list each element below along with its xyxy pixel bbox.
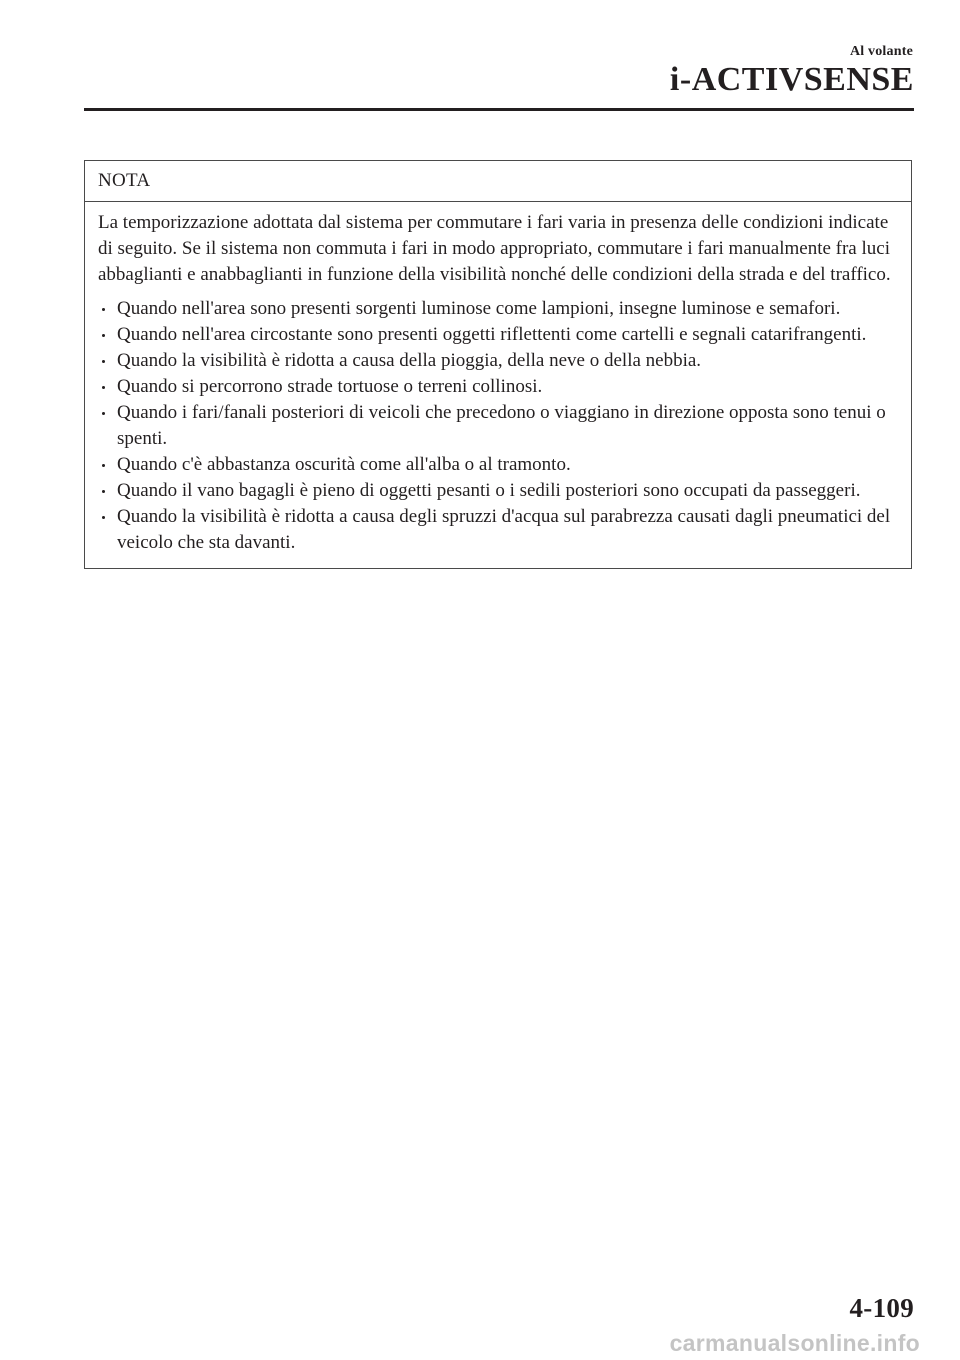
bullet-dot-icon [102, 516, 105, 519]
list-item-text: Quando si percorrono strade tortuose o terreni collinosi. [117, 376, 543, 397]
list-item-text: Quando nell'area circostante sono presenti oggetti riflettenti come cartelli e segnali catarifrangenti. [117, 324, 867, 345]
page-number: 4-109 [849, 1293, 914, 1323]
note-box [84, 160, 912, 569]
list-item [98, 374, 897, 400]
list-item [98, 504, 897, 556]
header-divider [84, 108, 914, 111]
note-title: NOTA [85, 161, 911, 202]
list-item-text: Quando c'è abbastanza oscurità come all'alba o al tramonto. [117, 454, 571, 475]
section-title: Al volante [849, 44, 913, 59]
chapter-title: i-ACTIVSENSE [669, 61, 914, 98]
bullet-dot-icon [102, 412, 105, 415]
list-item-text: Quando la visibilità è ridotta a causa degli spruzzi d'acqua sul parabrezza causati dagli pneumatici del veicolo che sta davanti. [117, 506, 891, 553]
list-item [98, 296, 897, 322]
list-item-text: Quando la visibilità è ridotta a causa della pioggia, della neve o della nebbia. [117, 350, 702, 371]
bullet-dot-icon [102, 464, 105, 467]
bullet-dot-icon [102, 308, 105, 311]
note-body [85, 202, 911, 568]
list-item-text: Quando i fari/fanali posteriori di veicoli che precedono o viaggiano in direzione opposta sono tenui o spenti. [117, 402, 886, 449]
list-item [98, 478, 897, 504]
bullet-dot-icon [102, 334, 105, 337]
note-condition-list [98, 296, 897, 556]
list-item-text: Quando il vano bagagli è pieno di oggetti pesanti o i sedili posteriori sono occupati da passeggeri. [117, 480, 861, 501]
list-item [98, 348, 897, 374]
list-item-text: Quando nell'area sono presenti sorgenti luminose come lampioni, insegne luminose e semafori. [117, 298, 841, 319]
watermark: carmanualsonline.info [669, 1330, 920, 1356]
bullet-dot-icon [102, 360, 105, 363]
list-item [98, 452, 897, 478]
list-item [98, 400, 897, 452]
note-intro-paragraph: La temporizzazione adottata dal sistema per commutare i fari varia in presenza delle condizioni indicate di seguito. Se il sistema non commuta i fari in modo appropriato, commutare i fari manualmente fra luci abbaglianti e anabbaglianti in funzione della visibilità nonché delle condizioni della strada e del traffico. [98, 212, 891, 285]
list-item [98, 322, 897, 348]
bullet-dot-icon [102, 490, 105, 493]
bullet-dot-icon [102, 386, 105, 389]
